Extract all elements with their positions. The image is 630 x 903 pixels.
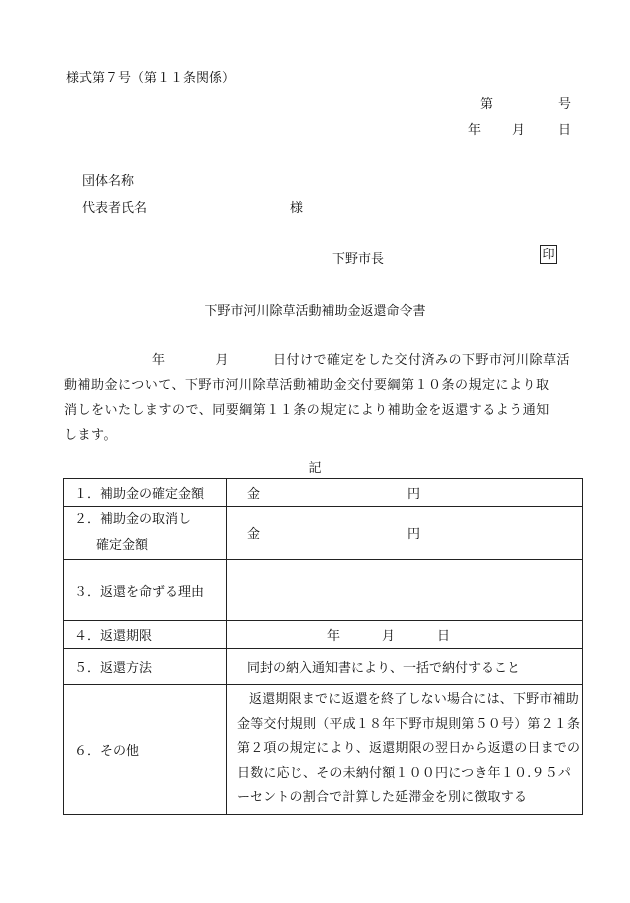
date-year: 年 bbox=[468, 123, 482, 138]
row3-label: ３．返還を命ずる理由 bbox=[64, 560, 227, 621]
row6-label: ６．その他 bbox=[64, 685, 227, 815]
date-day: 日 bbox=[558, 123, 572, 138]
ki-heading: 記 bbox=[308, 461, 322, 476]
row5-label: ５．返還方法 bbox=[64, 649, 227, 685]
row4-month: 月 bbox=[382, 628, 396, 644]
row2-value bbox=[227, 507, 583, 560]
row4-day: 日 bbox=[437, 628, 451, 644]
table-row bbox=[64, 479, 583, 507]
number-prefix: 第 bbox=[480, 97, 494, 112]
row2-en: 円 bbox=[407, 527, 421, 542]
row2-kin: 金 bbox=[247, 527, 261, 542]
representative-label: 代表者氏名 bbox=[82, 201, 148, 216]
row4-value bbox=[227, 621, 583, 649]
row6-line: ーセントの割合で計算した延滞金を別に徴取する bbox=[237, 790, 528, 806]
row6-line: 金等交付規則（平成１８年下野市規則第５０号）第２１条 bbox=[237, 716, 581, 732]
body-line-4: します。 bbox=[64, 428, 117, 443]
row6-line: 返還期限までに返還を終了しない場合には、下野市補助 bbox=[249, 692, 580, 708]
row6-line: 日数に応じ、その未納付額１００円につき年１０.９５パ bbox=[237, 765, 572, 781]
form-id: 様式第７号（第１１条関係） bbox=[66, 71, 236, 86]
body-month: 月 bbox=[215, 353, 230, 368]
seal-box: 印 bbox=[540, 245, 557, 264]
row4-label: ４．返還期限 bbox=[64, 621, 227, 649]
row1-kin: 金 bbox=[247, 486, 261, 502]
org-name-label: 団体名称 bbox=[82, 174, 135, 189]
table-row bbox=[64, 507, 583, 560]
row2-label bbox=[64, 507, 227, 560]
sender-title: 下野市長 bbox=[332, 252, 385, 267]
body-text bbox=[64, 348, 584, 448]
row2-label-line2: 確定金額 bbox=[96, 538, 149, 553]
row1-value bbox=[227, 479, 583, 507]
body-line1-rest: 日付けで確定をした交付済みの下野市河川除草活 bbox=[273, 353, 571, 368]
row6-line: 第２項の規定により、返還期限の翌日から返還の日までの bbox=[237, 741, 581, 757]
items-table bbox=[63, 478, 583, 815]
table-row bbox=[64, 621, 583, 649]
date-month: 月 bbox=[512, 123, 526, 138]
row1-en: 円 bbox=[407, 486, 421, 502]
body-year: 年 bbox=[152, 353, 166, 368]
honorific: 様 bbox=[290, 201, 304, 216]
row4-year: 年 bbox=[327, 628, 341, 644]
document-title: 下野市河川除草活動補助金返還命令書 bbox=[204, 304, 426, 319]
row6-value bbox=[227, 685, 583, 815]
row3-value bbox=[227, 560, 583, 621]
body-line-1 bbox=[64, 348, 584, 373]
number-suffix: 号 bbox=[558, 97, 572, 112]
row5-value bbox=[227, 649, 583, 685]
table-row bbox=[64, 685, 583, 815]
row1-label: １．補助金の確定金額 bbox=[64, 479, 227, 507]
table-row bbox=[64, 649, 583, 685]
body-line-3: 消しをいたしますので、同要綱第１１条の規定により補助金を返還するよう通知 bbox=[64, 403, 550, 418]
body-line-2: 動補助金について、下野市河川除草活動補助金交付要綱第１０条の規定により取 bbox=[64, 378, 550, 393]
row5-text: 同封の納入通知書により、一括で納付すること bbox=[247, 661, 521, 676]
table-row bbox=[64, 560, 583, 621]
row2-label-line1: ２．補助金の取消し bbox=[74, 512, 192, 527]
